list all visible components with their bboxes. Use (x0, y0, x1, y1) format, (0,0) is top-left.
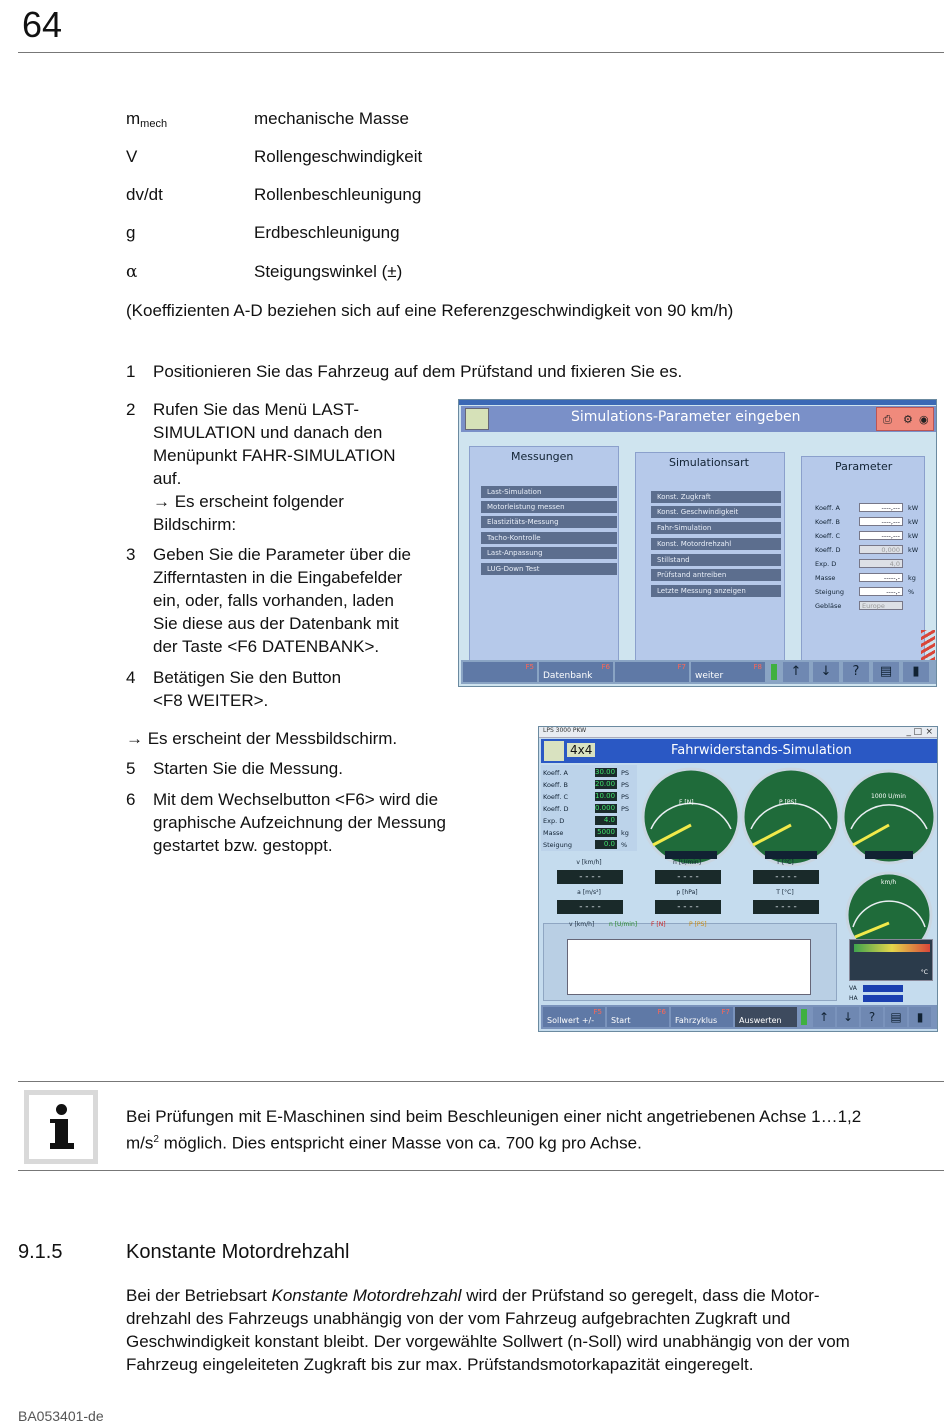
param-label: Masse (543, 829, 564, 837)
function-key-bar (461, 660, 936, 684)
param-unit: PS (621, 769, 630, 777)
param-unit: kW (908, 532, 919, 540)
print-icon[interactable]: ▤ (873, 662, 899, 682)
thumb-icon (544, 741, 564, 761)
def-text: Rollenbeschleunigung (254, 185, 422, 204)
power-gauge (743, 769, 839, 865)
down-arrow-icon[interactable]: ↓ (837, 1007, 859, 1027)
param-field[interactable]: -----,- (859, 573, 903, 582)
def-term: α (126, 262, 138, 282)
f8-weiter-button[interactable] (691, 662, 765, 682)
button-label: Datenbank (543, 671, 593, 681)
window-titlebar (459, 400, 936, 405)
param-label: Steigung (543, 841, 572, 849)
param-unit: PS (621, 781, 630, 789)
step-line: der Taste <F6 DATENBANK>. (153, 637, 380, 656)
readout-box (739, 859, 831, 889)
section-paragraph-line: Fahrzeug eingeleiteten Zugkraft bis zur max. Prüfstandsmotorkapazität eingeregelt. (126, 1355, 754, 1374)
readout-box (543, 859, 635, 889)
panel-title: Simulationsart (669, 456, 749, 469)
step-text (153, 666, 341, 712)
step-text: Positionieren Sie das Fahrzeug auf dem Prüfstand und fixieren Sie es. (153, 362, 683, 381)
result-line: → Es erscheint der Messbildschirm. (126, 729, 398, 748)
param-label: Koeff. D (543, 805, 569, 813)
param-label: Koeff. D (815, 546, 841, 554)
document-code: BA053401-de (18, 1408, 104, 1424)
step-number: 1 (126, 362, 136, 381)
temperature-scale (854, 944, 930, 952)
step-line: Menüpunkt FAHR-SIMULATION (153, 446, 396, 465)
section-paragraph-line: Geschwindigkeit konstant bleibt. Der vorgewählte Sollwert (n-Soll) wird unabhängig von der vom (126, 1332, 850, 1351)
dyno-icon: ◉ (919, 413, 929, 426)
menu-item[interactable]: Konst. Zugkraft (651, 491, 781, 503)
param-field[interactable]: 4,0 (859, 559, 903, 568)
step-text (153, 788, 446, 857)
force-gauge (643, 769, 739, 865)
def-text: Steigungswinkel (±) (254, 262, 403, 281)
section-paragraph-line (126, 1284, 820, 1307)
menu-item[interactable]: Letzte Messung anzeigen (651, 585, 781, 597)
menu-item[interactable]: Stillstand (651, 554, 781, 566)
param-unit: kg (908, 574, 916, 582)
param-label: Steigung (815, 588, 844, 596)
def-term: dv/dt (126, 185, 163, 204)
step-line: Bildschirm: (153, 515, 237, 534)
param-unit: PS (621, 793, 630, 801)
step-line: SIMULATION und danach den (153, 423, 383, 442)
info-text-line: Bei Prüfungen mit E-Maschinen sind beim Beschleunigen einer nicht angetriebenen Achse 1…1,2 (126, 1107, 862, 1126)
step-text (153, 543, 411, 658)
param-field[interactable]: 0,000 (859, 545, 903, 554)
param-label: Exp. D (815, 560, 837, 568)
key-label: F6 (601, 663, 610, 671)
f7-button[interactable] (615, 662, 689, 682)
printer-icon: ⎙ (883, 413, 892, 426)
step-line: Geben Sie die Parameter über die (153, 545, 411, 564)
param-label: Koeff. C (815, 532, 841, 540)
close-icon[interactable]: × (925, 727, 933, 737)
panel-title: Messungen (511, 450, 574, 463)
menu-item[interactable]: Last-Anpassung (481, 547, 617, 559)
info-icon (24, 1090, 98, 1164)
readout-box (543, 889, 635, 919)
f6-start-button[interactable] (607, 1007, 669, 1027)
def-text: mechanische Masse (254, 109, 409, 128)
readout-value: - - - - (557, 870, 623, 884)
settings-icon: ⚙ (903, 413, 913, 426)
param-unit: PS (621, 805, 630, 813)
status-led (801, 1009, 807, 1025)
step-number: 2 (126, 400, 136, 419)
legend-item: P [PS] (689, 921, 707, 928)
param-field[interactable]: ----,--- (859, 531, 903, 540)
panel-title: Parameter (835, 460, 893, 473)
readout-label: T [°C] (776, 889, 794, 896)
menu-item[interactable]: Prüfstand antreiben (651, 569, 781, 581)
up-arrow-icon[interactable]: ↑ (783, 662, 809, 682)
gauge-unit: 1000 U/min (871, 793, 906, 800)
step-number: 4 (126, 668, 136, 687)
readout-box (739, 889, 831, 919)
readout-label: p [hPa] (676, 889, 698, 896)
info-text: möglich. Dies entspricht einer Masse von ca. 700 kg pro Achse. (158, 1133, 642, 1153)
gauge-unit: F [N] (679, 799, 694, 806)
parameter-screenshot (458, 399, 937, 687)
rpm-gauge (843, 771, 935, 863)
button-label: Start (611, 1016, 631, 1025)
paragraph-text: Bei der Betriebsart (126, 1286, 272, 1305)
def-text: Rollengeschwindigkeit (254, 147, 423, 166)
button-label: weiter (695, 671, 724, 681)
info-bottom-rule (18, 1170, 944, 1171)
readout-value: - - - - (655, 900, 721, 914)
readout-box (641, 859, 733, 889)
param-unit: kW (908, 504, 919, 512)
readout-value: - - - - (753, 900, 819, 914)
axle-label: HA (849, 995, 858, 1002)
param-label: Koeff. A (543, 769, 568, 777)
section-number: 9.1.5 (18, 1241, 63, 1263)
window-title: LPS 3000 PKW (543, 727, 587, 734)
menu-item[interactable]: Konst. Motordrehzahl (651, 538, 781, 550)
def-term-main: m (126, 109, 141, 128)
legend-item: n [U/min] (609, 921, 638, 928)
button-label: Sollwert +/- (547, 1016, 595, 1025)
thumb-icon (465, 408, 489, 430)
legend-item: F [N] (651, 921, 666, 928)
f5-button[interactable] (463, 662, 537, 682)
header-rule (18, 52, 944, 53)
readout-label: n [U/min] (672, 859, 702, 866)
simulation-screenshot (538, 726, 938, 1032)
def-term (126, 109, 167, 130)
header-icons (876, 407, 934, 431)
step-line: graphische Aufzeichnung der Messung (153, 813, 446, 832)
param-label: Koeff. A (815, 504, 840, 512)
menu-item[interactable]: Tacho-Kontrolle (481, 532, 617, 544)
axle-bar-rear (863, 995, 903, 1002)
param-unit: % (908, 588, 915, 596)
menu-item[interactable]: Elastizitäts-Messung (481, 516, 617, 528)
paragraph-text: wird der Prüfstand so geregelt, dass die Motor- (461, 1286, 820, 1305)
screen-header (461, 406, 936, 432)
param-label: Koeff. C (543, 793, 569, 801)
param-label: Exp. D (543, 817, 565, 825)
function-key-bar (541, 1005, 937, 1029)
param-label: Koeff. B (543, 781, 568, 789)
button-label: Auswerten (739, 1016, 782, 1025)
minimize-icon[interactable]: _ (906, 727, 911, 737)
axle-bar-front (863, 985, 903, 992)
step-line: Betätigen Sie den Button (153, 668, 342, 687)
def-term-sub: mech (140, 118, 168, 130)
readout-label: a [m/s²] (577, 889, 601, 896)
down-arrow-icon[interactable]: ↓ (813, 662, 839, 682)
axle-label: VA (849, 985, 857, 992)
param-value: 20.00 (595, 780, 616, 788)
f6-datenbank-button[interactable] (539, 662, 613, 682)
readout-value: - - - - (655, 870, 721, 884)
param-label: Koeff. B (815, 518, 840, 526)
temperature-panel (849, 939, 933, 981)
print-icon[interactable]: ▤ (885, 1007, 907, 1027)
def-term: V (126, 147, 138, 166)
drive-badge: 4x4 (567, 743, 595, 757)
param-value: 4.0 (595, 816, 617, 825)
readout-box (641, 889, 733, 919)
info-top-rule (18, 1081, 944, 1082)
help-icon[interactable]: ? (861, 1007, 883, 1027)
menu-item[interactable]: Konst. Geschwindigkeit (651, 506, 781, 518)
step-line: gestartet bzw. gestoppt. (153, 836, 333, 855)
param-field[interactable]: ----,- (859, 587, 903, 596)
exit-icon[interactable]: ▮ (903, 662, 929, 682)
status-led (771, 664, 777, 680)
key-label: F8 (753, 663, 762, 671)
step-line: Rufen Sie das Menü LAST- (153, 400, 360, 419)
param-value: 30.00 (595, 768, 616, 776)
info-icon-inner (29, 1095, 93, 1159)
legend-item: v [km/h] (569, 921, 595, 928)
screen-title: Fahrwiderstands-Simulation (671, 743, 852, 758)
param-field[interactable]: ----,--- (859, 503, 903, 512)
param-value: 0.000 (595, 804, 616, 812)
graph-area (567, 939, 811, 995)
param-field[interactable]: Europe (859, 601, 903, 610)
step-line: ein, oder, falls vorhanden, laden (153, 591, 395, 610)
key-label: F5 (525, 663, 534, 671)
step-line: Mit dem Wechselbutton <F6> wird die (153, 790, 439, 809)
step-line: Sie diese aus der Datenbank mit (153, 614, 399, 633)
f5-sollwert-button[interactable] (543, 1007, 605, 1027)
key-label: F7 (677, 663, 686, 671)
section-paragraph-line: drehzahl des Fahrzeugs unabhängig von der vom Fahrzeug aufgebrachten Zugkraft und (126, 1309, 791, 1328)
step-number: 5 (126, 759, 136, 778)
key-label: F5 (593, 1008, 602, 1016)
step-line: Zifferntasten in die Eingabefelder (153, 568, 403, 587)
window-titlebar (539, 727, 937, 738)
param-field[interactable]: ----,--- (859, 517, 903, 526)
info-icon-cap (50, 1119, 58, 1123)
step-line: <F8 WEITER>. (153, 691, 269, 710)
def-text: Erdbeschleunigung (254, 223, 400, 242)
menu-item[interactable]: Motorleistung messen (481, 501, 617, 513)
param-value: 0.0 (595, 840, 617, 849)
step-number: 6 (126, 790, 136, 809)
menu-item[interactable]: Fahr-Simulation (651, 522, 781, 534)
gauge-unit: km/h (881, 879, 897, 886)
param-unit: kg (621, 829, 629, 837)
param-label: Gebläse (815, 602, 842, 610)
step-line: auf. (153, 469, 182, 488)
param-value: 5000 (595, 828, 617, 837)
exit-icon[interactable]: ▮ (909, 1007, 931, 1027)
info-icon-dot (56, 1104, 67, 1115)
readout-value: - - - - (557, 900, 623, 914)
key-label: F7 (721, 1008, 730, 1016)
section-title: Konstante Motordrehzahl (126, 1241, 350, 1263)
maximize-icon[interactable]: □ (913, 727, 922, 737)
temperature-unit: °C (920, 969, 928, 976)
param-label: Masse (815, 574, 836, 582)
info-icon-base (50, 1143, 74, 1149)
button-label: Fahrzyklus (675, 1016, 718, 1025)
readout-value: - - - - (753, 870, 819, 884)
param-unit: kW (908, 518, 919, 526)
coefficient-note: (Koeffizienten A-D beziehen sich auf eine Referenzgeschwindigkeit von 90 km/h) (126, 301, 734, 320)
param-unit: % (621, 841, 628, 849)
unit-text: m/s (126, 1133, 154, 1153)
auswerten-button[interactable] (735, 1007, 797, 1027)
gauge-unit: P [PS] (779, 799, 797, 806)
key-label: F6 (657, 1008, 666, 1016)
menu-item[interactable]: Last-Simulation (481, 486, 617, 498)
menu-item[interactable]: LUG-Down Test (481, 563, 617, 575)
help-icon[interactable]: ? (843, 662, 869, 682)
f7-fahrzyklus-button[interactable] (671, 1007, 733, 1027)
def-term: g (126, 223, 136, 242)
readout-label: T [°C] (776, 859, 794, 866)
step-number: 3 (126, 545, 136, 564)
readout-label: v [km/h] (576, 859, 602, 866)
unit-exponent: 2 (153, 1134, 159, 1145)
brand-mark (921, 630, 935, 660)
param-value: 10.00 (595, 792, 616, 800)
screen-header (541, 739, 937, 763)
step-text (153, 398, 395, 536)
emphasis-text: Konstante Motordrehzahl (271, 1286, 462, 1305)
step-line: → Es erscheint folgender (153, 492, 344, 511)
up-arrow-icon[interactable]: ↑ (813, 1007, 835, 1027)
page-number: 64 (22, 4, 63, 45)
info-text-line (126, 1128, 642, 1155)
step-text: Starten Sie die Messung. (153, 759, 343, 778)
screen-title: Simulations-Parameter eingeben (571, 409, 801, 425)
param-unit: kW (908, 546, 919, 554)
